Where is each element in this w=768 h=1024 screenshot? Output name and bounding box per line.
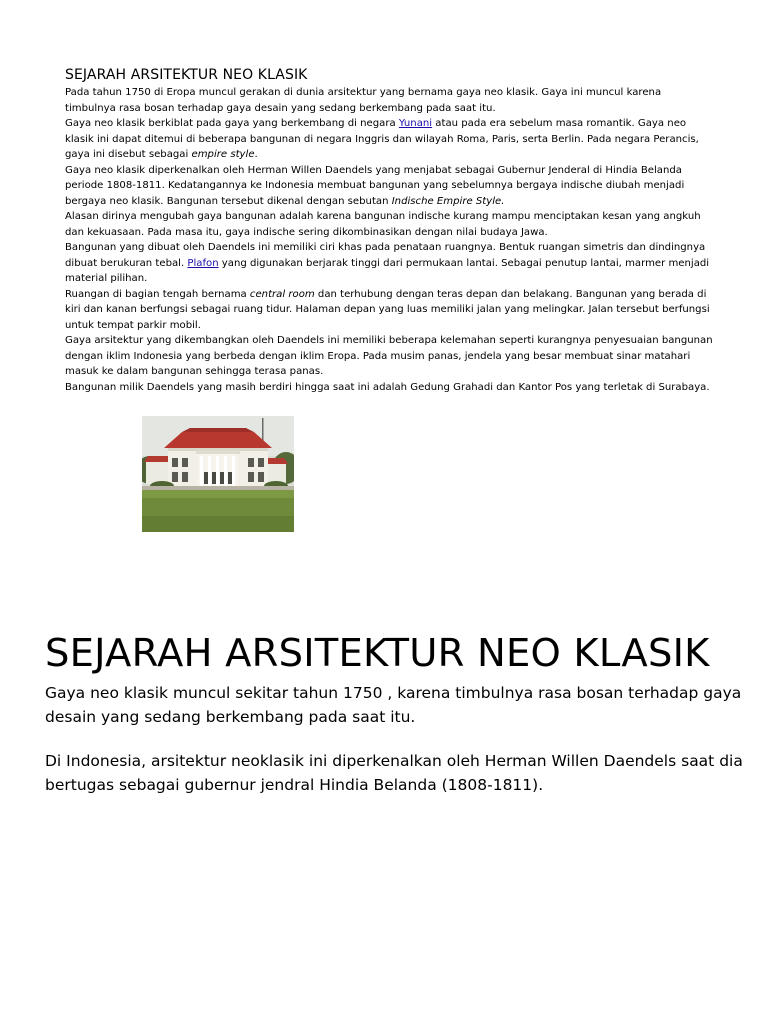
paragraph-2 <box>65 116 715 163</box>
link-yunani[interactable]: Yunani <box>398 118 433 129</box>
building-photo <box>142 416 294 532</box>
paragraph-5-text-b: yang digunakan berjarak tinggi dari permukaan lantai. Sebagai penutup lantai, marmer menjadi material pilihan. <box>65 257 710 284</box>
paragraph-4: Alasan dirinya mengubah gaya bangunan adalah karena bangunan indische kurang mampu menciptakan kesan yang angkuh dan kekuasaan. Pada masa itu, gaya indische sering dikombinasikan dengan nilai budaya Jawa. <box>65 211 701 238</box>
paragraph-2-text-c: . <box>254 149 258 160</box>
paragraph-3-emphasis: Indische Empire Style. <box>391 195 505 207</box>
paragraph-3-text-a: Gaya neo klasik diperkenalkan oleh Herman Willen Daendels yang menjabat sebagai Gubernur Jenderal di Hindia Belanda periode 1808-1811. Kedatangannya ke Indonesia membuat bangunan yang sebelumnya bergaya indische diubah menjadi bergaya neo klasik. Bangunan tersebut dikenal dengan sebutan <box>65 164 685 207</box>
paragraph-2-text-a: Gaya neo klasik berkiblat pada gaya yang berkembang di negara <box>65 118 399 129</box>
slide-paragraph-1: Gaya neo klasik muncul sekitar tahun 1750 , karena timbulnya rasa bosan terhadap gaya desain yang sedang berkembang pada saat itu. <box>45 684 742 726</box>
slide-section <box>45 628 745 797</box>
slide-paragraph-2: Di Indonesia, arsitektur neoklasik ini diperkenalkan oleh Herman Willen Daendels saat dia bertugas sebagai gubernur jendral Hindia Belanda (1808-1811). <box>45 752 743 794</box>
link-plafon[interactable]: Plafon <box>187 257 219 269</box>
paragraph-5 <box>65 240 715 287</box>
paragraph-6-emphasis: central room <box>249 288 315 300</box>
paragraph-2-emphasis: empire style <box>191 149 255 160</box>
paragraph-6 <box>65 287 715 334</box>
paragraph-5-text-a: Bangunan yang dibuat oleh Daendels ini memiliki ciri khas pada penataan ruangnya. Bentuk ruangan simetris dan dindingnya dibuat berukuran tebal. <box>65 242 706 269</box>
paragraph-1: Pada tahun 1750 di Eropa muncul gerakan di dunia arsitektur yang bernama gaya neo klasik. Gaya ini muncul karena timbulnya rasa bosan terhadap gaya desain yang sedang berkembang pada saat itu. <box>65 87 662 114</box>
paragraph-6-text-b: dan terhubung dengan teras depan dan belakang. Bangunan yang berada di kiri dan kanan berfungsi sebagai ruang tidur. Halaman depan yang luas memiliki jalan yang melingkar. Jalan tersebut berfungsi untuk tempat parkir mobil. <box>65 288 710 331</box>
slide-title: SEJARAH ARSITEKTUR NEO KLASIK <box>45 631 710 676</box>
article-section <box>65 66 715 395</box>
paragraph-7: Gaya arsitektur yang dikembangkan oleh Daendels ini memiliki beberapa kelemahan seperti kurangnya penyesuaian bangunan dengan iklim Indonesia yang berbeda dengan iklim Eropa. Pada musim panas, jendela yang besar membuat sinar matahari masuk ke dalam bangunan sehingga terasa panas. <box>65 335 713 377</box>
article-body <box>65 85 715 395</box>
paragraph-8: Bangunan milik Daendels yang masih berdiri hingga saat ini adalah Gedung Grahadi dan Kantor Pos yang terletak di Surabaya. <box>65 381 710 393</box>
paragraph-6-text-a: Ruangan di bagian tengah bernama <box>65 288 250 300</box>
paragraph-2-text-b: atau pada era sebelum masa romantik. Gaya neo klasik ini dapat ditemui di beberapa bangunan di negara Inggris dan wilayah Roma, Paris, serta Berlin. Pada negara Perancis, gaya ini disebut sebagai <box>65 118 699 160</box>
article-title: SEJARAH ARSITEKTUR NEO KLASIK <box>65 67 308 83</box>
paragraph-3 <box>65 163 715 210</box>
